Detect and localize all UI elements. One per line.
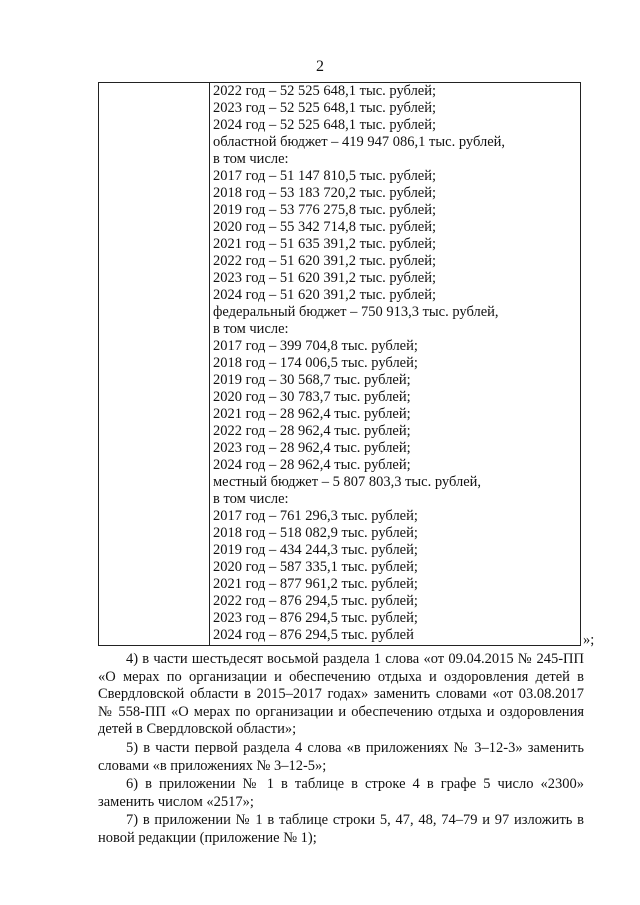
amendment-paragraph-5: 5) в части первой раздела 4 слова «в приложениях № 3–12-3» заменить словами «в приложениях № 3–12-5»;	[98, 740, 584, 774]
table-line: 2021 год – 28 962,4 тыс. рублей;	[213, 406, 411, 422]
table-line: 2024 год – 28 962,4 тыс. рублей;	[213, 457, 411, 473]
table-line: 2023 год – 52 525 648,1 тыс. рублей;	[213, 100, 437, 116]
table-line: 2024 год – 52 525 648,1 тыс. рублей;	[213, 117, 437, 133]
table-line: 2022 год – 876 294,5 тыс. рублей;	[213, 593, 418, 609]
table-line: в том числе:	[213, 491, 289, 507]
table-line: 2022 год – 28 962,4 тыс. рублей;	[213, 423, 411, 439]
table-line: 2020 год – 55 342 714,8 тыс. рублей;	[213, 219, 437, 235]
page-number: 2	[316, 58, 324, 75]
table-line: 2023 год – 51 620 391,2 тыс. рублей;	[213, 270, 437, 286]
table-line: в том числе:	[213, 151, 289, 167]
table-line: 2018 год – 174 006,5 тыс. рублей;	[213, 355, 418, 371]
table-line: федеральный бюджет – 750 913,3 тыс. рублей,	[213, 304, 499, 320]
table-line: в том числе:	[213, 321, 289, 337]
table-line: 2022 год – 51 620 391,2 тыс. рублей;	[213, 253, 437, 269]
table-line: 2018 год – 53 183 720,2 тыс. рублей;	[213, 185, 437, 201]
table-line: 2024 год – 876 294,5 тыс. рублей	[213, 627, 414, 643]
table-line: областной бюджет – 419 947 086,1 тыс. рублей,	[213, 134, 506, 150]
table-closing-quote: »;	[583, 632, 595, 648]
amendment-paragraph-4: 4) в части шестьдесят восьмой раздела 1 слова «от 09.04.2015 № 245-ПП «О мерах по организации и обеспечению отдыха и оздоровления детей в Свердловской области в 2015–2017 годах» заменить словами «от 03.08.2017 № 558-ПП «О мерах по организации и обеспечению отдыха и оздоровления детей в Свердловской области»;	[98, 651, 584, 737]
table-line: 2018 год – 518 082,9 тыс. рублей;	[213, 525, 418, 541]
table-line: 2020 год – 30 783,7 тыс. рублей;	[213, 389, 411, 405]
table-line: 2021 год – 51 635 391,2 тыс. рублей;	[213, 236, 437, 252]
table-line: 2017 год – 761 296,3 тыс. рублей;	[213, 508, 418, 524]
table-line: 2022 год – 52 525 648,1 тыс. рублей;	[213, 83, 437, 99]
table-line: местный бюджет – 5 807 803,3 тыс. рублей,	[213, 474, 482, 490]
table-line: 2023 год – 876 294,5 тыс. рублей;	[213, 610, 418, 626]
table-line: 2019 год – 30 568,7 тыс. рублей;	[213, 372, 411, 388]
table-line: 2020 год – 587 335,1 тыс. рублей;	[213, 559, 418, 575]
amendment-paragraph-6: 6) в приложении № 1 в таблице в строке 4 в графе 5 число «2300» заменить числом «2517»;	[98, 776, 584, 810]
table-line: 2021 год – 877 961,2 тыс. рублей;	[213, 576, 418, 592]
amendment-paragraph-7: 7) в приложении № 1 в таблице строки 5, 47, 48, 74–79 и 97 изложить в новой редакции (приложение № 1);	[98, 812, 584, 846]
table-line: 2023 год – 28 962,4 тыс. рублей;	[213, 440, 411, 456]
table-line: 2019 год – 53 776 275,8 тыс. рублей;	[213, 202, 437, 218]
funding-table-lines	[213, 83, 583, 644]
table-line: 2019 год – 434 244,3 тыс. рублей;	[213, 542, 418, 558]
table-line: 2017 год – 399 704,8 тыс. рублей;	[213, 338, 418, 354]
table-line: 2024 год – 51 620 391,2 тыс. рублей;	[213, 287, 437, 303]
table-column-divider	[209, 82, 210, 646]
table-line: 2017 год – 51 147 810,5 тыс. рублей;	[213, 168, 437, 184]
